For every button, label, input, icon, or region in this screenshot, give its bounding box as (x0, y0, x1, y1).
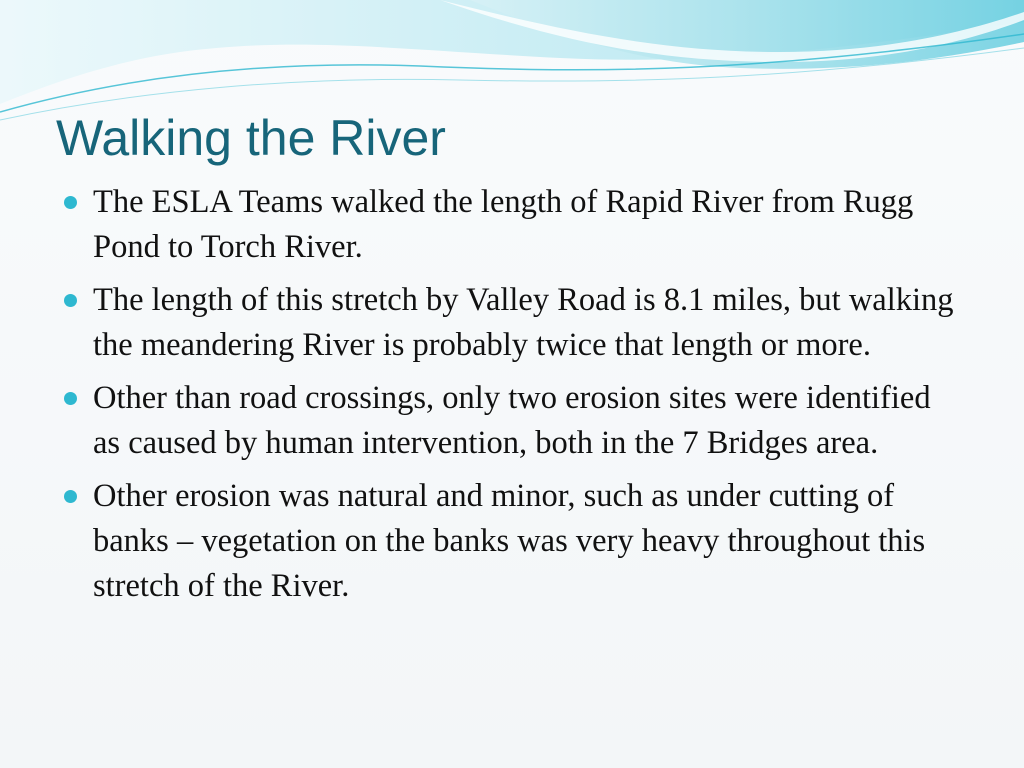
bullet-text: The length of this stretch by Valley Road is 8.1 miles, but walking the meandering River is probably twice that length or more. (93, 282, 954, 363)
bullet-item (64, 180, 964, 270)
bullet-item (64, 376, 964, 466)
bullet-item (64, 474, 964, 609)
bullet-dot-icon (64, 196, 77, 209)
bullet-text: Other erosion was natural and minor, such as under cutting of banks – vegetation on the banks was very heavy throughout this stretch of the River. (93, 478, 926, 604)
bullet-text: Other than road crossings, only two erosion sites were identified as caused by human intervention, both in the 7 Bridges area. (93, 380, 931, 461)
bullet-dot-icon (64, 294, 77, 307)
bullet-text: The ESLA Teams walked the length of Rapid River from Rugg Pond to Torch River. (93, 184, 914, 265)
bullet-dot-icon (64, 392, 77, 405)
bullet-item (64, 278, 964, 368)
slide-title: Walking the River (56, 110, 446, 166)
bullet-dot-icon (64, 490, 77, 503)
bullet-list (64, 180, 964, 617)
